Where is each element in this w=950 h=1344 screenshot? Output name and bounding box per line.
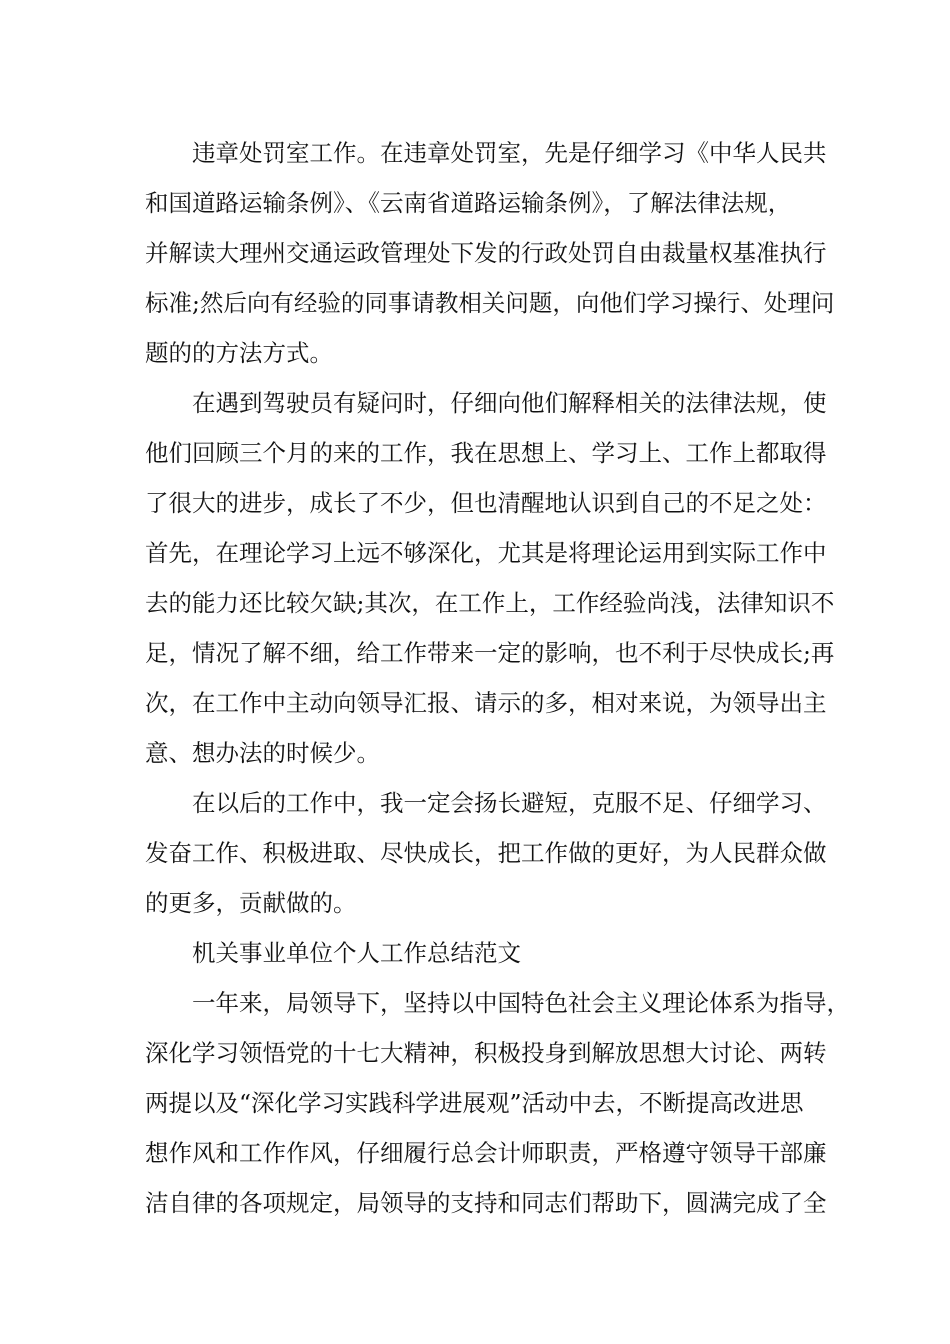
- section-title: 机关事业单位个人工作总结范文: [192, 939, 521, 967]
- section-heading: [145, 928, 810, 978]
- text-line: 并解读大理州交通运政管理处下发的行政处罚自由裁量权基准执行: [145, 239, 827, 267]
- text-line: 意、想办法的时候少。: [145, 739, 380, 767]
- text-line: 去的能力还比较欠缺;其次，在工作上，工作经验尚浅，法律知识不: [145, 589, 835, 617]
- text-line: 他们回顾三个月的来的工作，我在思想上、学习上、工作上都取得: [145, 439, 827, 467]
- paragraph-annual-summary: [145, 978, 850, 1228]
- text-line: 想作风和工作作风，仔细履行总会计师职责，严格遵守领导干部廉: [145, 1139, 827, 1167]
- text-line: 标准;然后向有经验的同事请教相关问题，向他们学习操行、处理问: [145, 289, 835, 317]
- text-line: 的更多，贡献做的。: [145, 889, 357, 917]
- text-line: 次，在工作中主动向领导汇报、请示的多，相对来说，为领导出主: [145, 689, 827, 717]
- text-line: 深化学习领悟党的十七大精神，积极投身到解放思想大讨论、两转: [145, 1039, 827, 1067]
- text-line: 一年来，局领导下，坚持以中国特色社会主义理论体系为指导，: [192, 989, 850, 1017]
- text-line: 两提以及“深化学习实践科学进展观”活动中去，不断提高改进思: [145, 1089, 804, 1117]
- paragraph-self-review: [145, 378, 835, 778]
- document-body: [145, 128, 850, 1228]
- text-line: 首先，在理论学习上远不够深化，尤其是将理论运用到实际工作中: [145, 539, 827, 567]
- text-line: 足，情况了解不细，给工作带来一定的影响，也不利于尽快成长;再: [145, 639, 835, 667]
- text-line: 发奋工作、积极进取、尽快成长，把工作做的更好，为人民群众做: [145, 839, 827, 867]
- paragraph-penalty-office-work: [145, 128, 835, 378]
- text-line: 和国道路运输条例》、《云南省道路运输条例》，了解法律法规，: [145, 189, 792, 217]
- text-line: 了很大的进步，成长了不少，但也清醒地认识到自己的不足之处：: [145, 489, 827, 517]
- text-line: 在遇到驾驶员有疑问时，仔细向他们解释相关的法律法规，使: [192, 389, 827, 417]
- text-line: 在以后的工作中，我一定会扬长避短，克服不足、仔细学习、: [192, 789, 827, 817]
- text-line: 题的的方法方式。: [145, 339, 333, 367]
- text-line: 违章处罚室工作。在违章处罚室，先是仔细学习《中华人民共: [192, 139, 827, 167]
- text-line: 洁自律的各项规定，局领导的支持和同志们帮助下，圆满完成了全: [145, 1189, 827, 1217]
- paragraph-future-plans: [145, 778, 827, 928]
